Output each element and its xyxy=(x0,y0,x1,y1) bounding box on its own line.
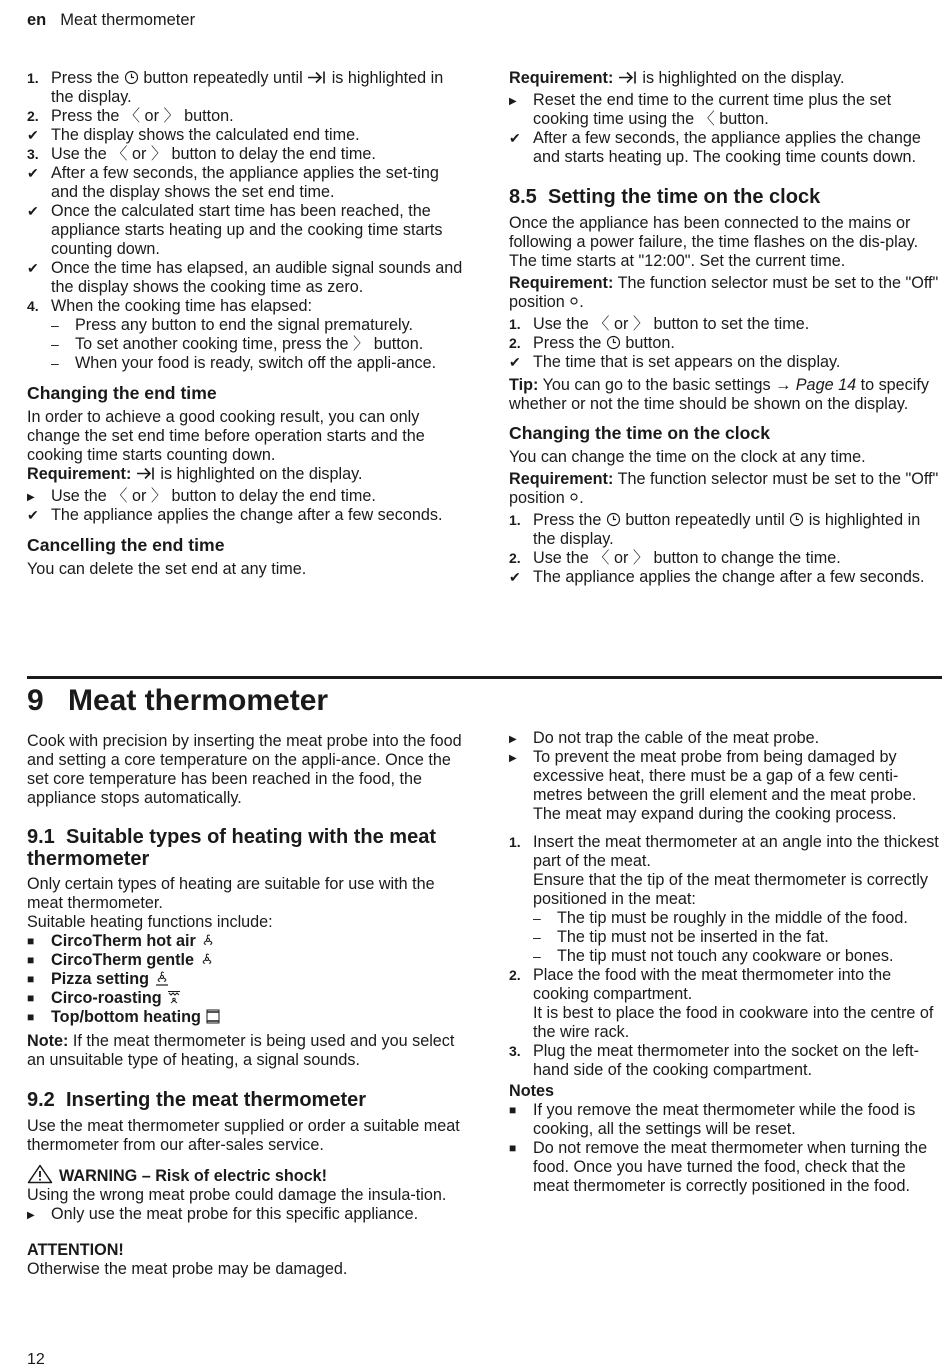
dash-item: – The tip must be roughly in the middle of the food. xyxy=(533,909,908,927)
paragraph: Suitable heating functions include: xyxy=(27,913,273,931)
heating-function: ■ Circo-roasting xyxy=(27,989,463,1008)
result-5: ✔ The appliance applies the change after a few seconds. xyxy=(27,506,443,524)
off-position-icon xyxy=(569,493,579,505)
action-arrow-icon: ▶ xyxy=(27,492,35,503)
action-item: ▶ Only use the meat probe for this specific appliance. xyxy=(27,1205,419,1223)
note: Note: If the meat thermometer is being used and you select an unsuitable type of heating, a signal sounds. xyxy=(27,1032,455,1069)
off-position-icon xyxy=(569,297,579,309)
action-arrow-icon: ▶ xyxy=(509,734,517,745)
section-heading-9-2: 9.2 Inserting the meat thermometer xyxy=(27,1089,367,1111)
note-item: ■ Do not remove the meat thermometer when turning the food. Once you have turned the food, check that the meat thermometer is correctly positioned in the food. xyxy=(509,1139,928,1195)
chapter-rule xyxy=(27,676,942,679)
page-number: 12 xyxy=(27,1351,45,1368)
heading-changing-time: Changing the time on the clock xyxy=(509,423,770,443)
dash-item: – The tip must not touch any cookware or bones. xyxy=(533,947,894,965)
page-link[interactable]: → Page 14 xyxy=(775,376,857,394)
heating-function: ■ Pizza setting xyxy=(27,970,463,989)
attention-heading: ATTENTION! xyxy=(27,1241,124,1259)
paragraph: Only certain types of heating are suitable for use with the meat thermometer. xyxy=(27,875,435,912)
requirement: Requirement: The function selector must be set to the "Off" position . xyxy=(509,470,939,507)
warning-heading: WARNING – Risk of electric shock! xyxy=(27,1164,463,1186)
clock-icon xyxy=(606,335,621,350)
heating-function: ■ CircoTherm hot air xyxy=(27,932,463,951)
roast-icon xyxy=(166,990,182,1005)
end-time-icon xyxy=(307,70,327,85)
action-arrow-icon: ▶ xyxy=(509,96,517,107)
step-4: 4. When the cooking time has elapsed: – Press any button to end the signal prematurely. – To set another cooking time, press the 〉 button. – When your food is ready, switch off the appli-ance. xyxy=(27,297,463,373)
paragraph: Cook with precision by inserting the meat probe into the food and setting a core temperature on the appli-ance. Once the set core temperature has been reached in the food, the appliance stops automatically. xyxy=(27,732,462,807)
result-3: ✔ Once the calculated start time has been reached, the appliance starts heating up and the cooking time starts counting down. xyxy=(27,202,443,258)
dash-item: – The tip must not be inserted in the fat. xyxy=(533,928,829,946)
paragraph: Using the wrong meat probe could damage the insula-tion. xyxy=(27,1186,447,1204)
heating-function: ■ Top/bottom heating xyxy=(27,1008,463,1027)
paragraph: You can delete the set end at any time. xyxy=(27,560,307,578)
step-1: 1. Use the 〈 or 〉 button to set the time. xyxy=(509,315,810,333)
heating-function: ■ CircoTherm gentle xyxy=(27,951,463,970)
action-item: ▶ Reset the end time to the current time plus the set cooking time using the 〈 button. xyxy=(509,91,892,128)
clock-icon xyxy=(789,512,804,527)
heading-cancelling-end-time: Cancelling the end time xyxy=(27,535,225,555)
check-icon: ✔ xyxy=(509,354,521,370)
step-3: 3. Use the 〈 or 〉 button to delay the end time. xyxy=(27,145,376,163)
result-3: ✔ The appliance applies the change after a few seconds. xyxy=(509,568,925,586)
paragraph: Otherwise the meat probe may be damaged. xyxy=(27,1260,348,1278)
result-1: ✔ After a few seconds, the appliance applies the change and starts heating up. The cooking time counts down. xyxy=(509,129,921,166)
check-icon: ✔ xyxy=(27,127,39,143)
end-time-icon xyxy=(618,70,638,85)
step-2: 2. Press the button. xyxy=(509,334,675,352)
notes-heading: Notes xyxy=(509,1082,554,1100)
dash-item: – Press any button to end the signal prematurely. xyxy=(51,316,414,334)
paragraph: Once the appliance has been connected to the mains or following a power failure, the time flashes on the dis-play. The time starts at "12:00". Set the current time. xyxy=(509,214,919,270)
paragraph: You can change the time on the clock at any time. xyxy=(509,448,866,466)
end-time-icon xyxy=(136,466,156,481)
step-2: 2. Use the 〈 or 〉 button to change the time. xyxy=(509,549,841,567)
step-3: 3. Plug the meat thermometer into the socket on the left-hand side of the cooking compartment. xyxy=(509,1042,920,1079)
action-arrow-icon: ▶ xyxy=(509,753,517,764)
fan-icon xyxy=(154,971,170,986)
check-icon: ✔ xyxy=(27,165,39,181)
column-top-right xyxy=(509,69,941,587)
dash-item: – To set another cooking time, press the 〉 button. xyxy=(51,335,424,353)
column-top-left xyxy=(27,69,463,579)
action-item: ▶ To prevent the meat probe from being damaged by excessive heat, there must be a gap of a few centi-metres between the grill element and the meat probe. The meat may expand during the cooking process. xyxy=(509,748,917,823)
result-2: ✔ The time that is set appears on the display. xyxy=(509,353,841,371)
note-item: ■ If you remove the meat thermometer while the food is cooking, all the settings will be reset. xyxy=(509,1101,916,1138)
column-bottom-right xyxy=(509,729,941,1196)
result-2: ✔ After a few seconds, the appliance applies the set-ting and the display shows the set end time. xyxy=(27,164,439,201)
check-icon: ✔ xyxy=(27,260,39,276)
section-heading-8-5: 8.5 Setting the time on the clock xyxy=(509,186,821,208)
language-code: en xyxy=(27,11,47,29)
top-bottom-heat-icon xyxy=(205,1009,221,1024)
action-item: ▶ Do not trap the cable of the meat probe. xyxy=(509,729,820,747)
check-icon: ✔ xyxy=(27,203,39,219)
step-2: 2. Press the 〈 or 〉 button. xyxy=(27,107,234,125)
requirement: Requirement: The function selector must be set to the "Off" position . xyxy=(509,274,939,311)
check-icon: ✔ xyxy=(509,569,521,585)
warning-triangle-icon xyxy=(27,1164,53,1184)
result-1: ✔ The display shows the calculated end time. xyxy=(27,126,360,144)
heading-changing-end-time: Changing the end time xyxy=(27,383,217,403)
step-2: 2. Place the food with the meat thermometer into the cooking compartment. It is best to place the food in cookware into the centre of the wire rack. xyxy=(509,966,934,1041)
check-icon: ✔ xyxy=(27,507,39,523)
step-1: 1. Press the button repeatedly until is highlighted in the display. xyxy=(509,511,921,548)
action-arrow-icon: ▶ xyxy=(27,1210,35,1221)
step-1: 1. Insert the meat thermometer at an angle into the thickest part of the meat. Ensure that the tip of the meat thermometer is correctly positioned in the meat: – The tip must be roughly in the middle of the food. – The tip must not be inserted in the fat. – The tip must not touch any cookware or bones. xyxy=(509,833,941,966)
tip: Tip: You can go to the basic settings → Page 14 to specify whether or not the time should be shown on the display. xyxy=(509,376,929,413)
fan-icon xyxy=(199,952,215,967)
requirement: Requirement: is highlighted on the display. xyxy=(509,69,845,87)
clock-icon xyxy=(124,70,139,85)
paragraph: Use the meat thermometer supplied or order a suitable meat thermometer from our after-sales service. xyxy=(27,1117,460,1154)
step-1: 1. Press the button repeatedly until is highlighted in the display. xyxy=(27,69,444,106)
section-heading-9-1: 9.1 Suitable types of heating with the meat thermometer xyxy=(27,826,436,870)
fan-icon xyxy=(200,933,216,948)
header-title: Meat thermometer xyxy=(60,11,196,29)
chapter-title: 9 Meat thermometer xyxy=(27,684,329,717)
result-4: ✔ Once the time has elapsed, an audible signal sounds and the display shows the cooking time as zero. xyxy=(27,259,463,296)
dash-item: – When your food is ready, switch off the appli-ance. xyxy=(51,354,437,372)
column-bottom-left xyxy=(27,732,463,1279)
page-header xyxy=(27,11,195,30)
paragraph: In order to achieve a good cooking result, you can only change the set end time before operation starts and the cooking time starts counting down. xyxy=(27,408,425,464)
requirement: Requirement: is highlighted on the display. xyxy=(27,465,363,483)
check-icon: ✔ xyxy=(509,130,521,146)
action-item: ▶ Use the 〈 or 〉 button to delay the end time. xyxy=(27,487,376,505)
clock-icon xyxy=(606,512,621,527)
